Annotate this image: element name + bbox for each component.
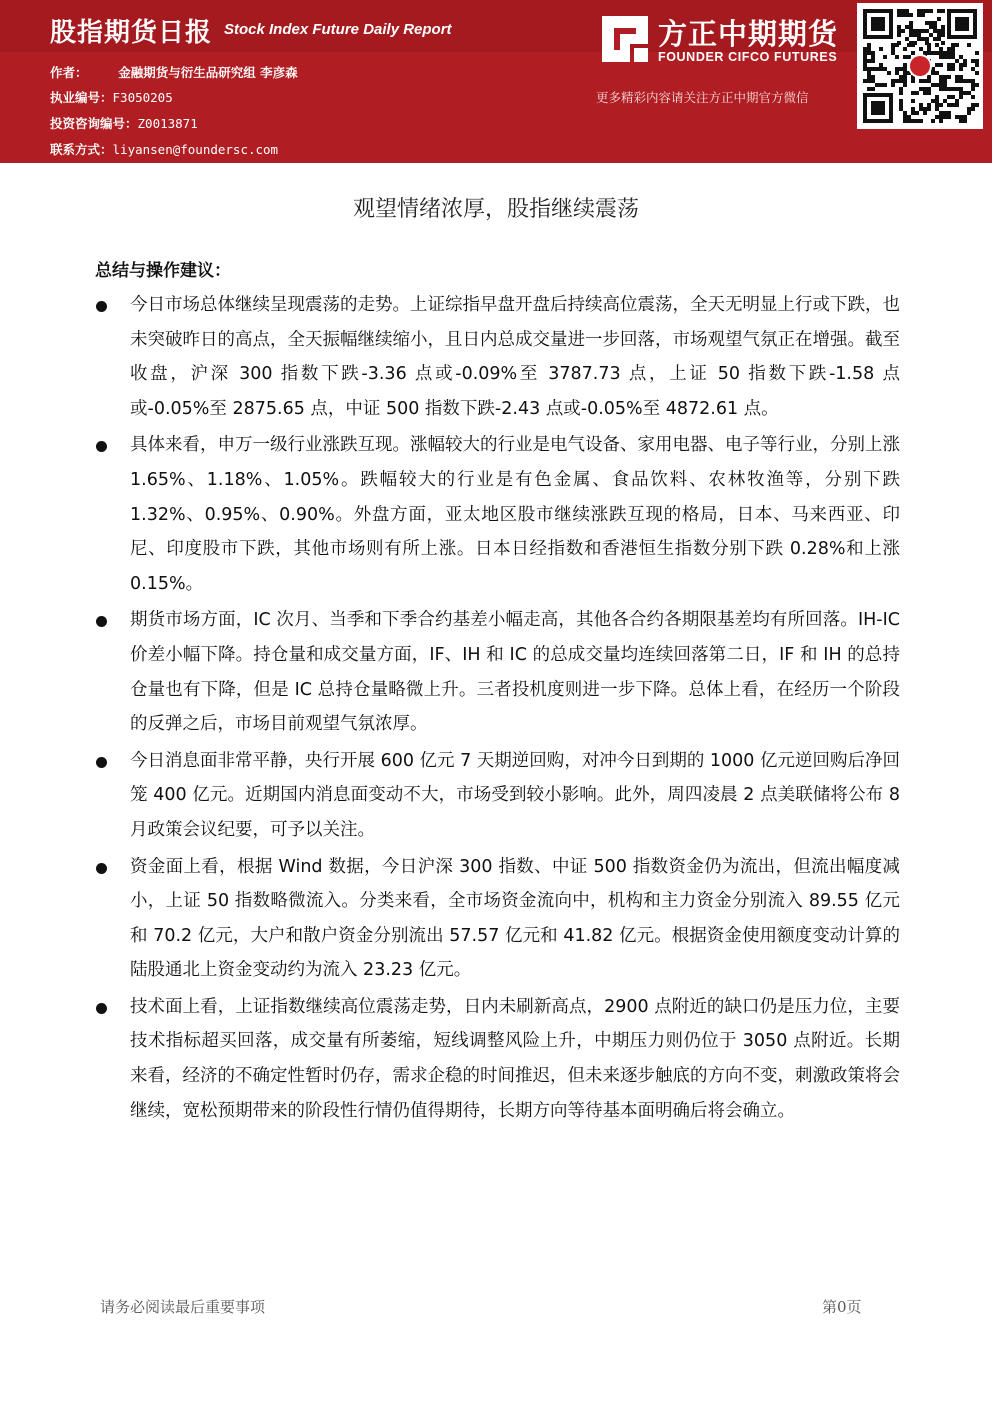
document-title: 观望情绪浓厚，股指继续震荡 xyxy=(352,197,639,222)
license-line xyxy=(50,88,173,106)
bullet-icon xyxy=(96,441,107,452)
list-item xyxy=(96,990,900,1128)
consult-label: 投资咨询编号： xyxy=(50,116,138,131)
bullet-icon xyxy=(96,301,107,312)
author-line xyxy=(50,63,298,81)
list-item xyxy=(96,744,900,848)
wechat-note: 更多精彩内容请关注方正中期官方微信 xyxy=(596,90,809,105)
logo-text-en: FOUNDER CIFCO FUTURES xyxy=(658,50,838,64)
bullet-text: 今日市场总体继续呈现震荡的走势。上证综指早盘开盘后持续高位震荡，全天无明显上行或下跌，也未突破昨日的高点，全天振幅继续缩小，且日内总成交量进一步回落，市场观望气氛正在增强。截至收盘，沪深 300 指数下跌-3.36 点或-0.09%至 3787.73 点，上证 50 指数下跌-1.58 点或-0.05%至 2875.65 点，中证 500 指数下跌-2.43 点或-0.05%至 4872.61 点。 xyxy=(130,295,900,419)
contact-line xyxy=(50,140,278,158)
qr-code-icon[interactable] xyxy=(857,3,983,129)
bullet-text: 技术面上看，上证指数继续高位震荡走势，日内未刷新高点，2900 点附近的缺口仍是压力位，主要技术指标超买回落，成交量有所萎缩，短线调整风险上升，中期压力则仍位于 3050 点附近。长期来看，经济的不确定性暂时仍存，需求企稳的时间推迟，但未来逐步触底的方向不变，刺激政策将会继续，宽松预期带来的阶段性行情仍值得期待，长期方向等待基本面明确后将会确立。 xyxy=(130,996,900,1121)
list-item xyxy=(96,850,900,988)
report-title-cn: 股指期货日报 xyxy=(50,18,213,48)
company-logo xyxy=(600,10,850,72)
section-heading: 总结与操作建议： xyxy=(95,261,231,281)
contact-value[interactable]: liyansen@foundersc.com xyxy=(112,142,279,157)
bullet-text: 今日消息面非常平静，央行开展 600 亿元 7 天期逆回购，对冲今日到期的 1000 亿元逆回购后净回笼 400 亿元。近期国内消息面变动不大，市场受到较小影响。此外，周四凌晨 2 点美联储将公布 8 月政策会议纪要，可予以关注。 xyxy=(130,750,900,840)
bullet-icon xyxy=(96,863,107,874)
author-value: 金融期货与衍生品研究组 李彦森 xyxy=(118,65,298,80)
bullet-text: 具体来看，申万一级行业涨跌互现。涨幅较大的行业是电气设备、家用电器、电子等行业，分别上涨 1.65%、1.18%、1.05%。跌幅较大的行业是有色金属、食品饮料、农林牧渔等，分别下跌 1.32%、0.95%、0.90%。外盘方面，亚太地区股市继续涨跌互现的格局，日本、马来西亚、印尼、印度股市下跌，其他市场则有所上涨。日本日经指数和香港恒生指数分别下跌 0.28%和上涨 0.15%。 xyxy=(130,435,900,594)
contact-label: 联系方式： xyxy=(50,142,113,157)
author-label: 作者： xyxy=(50,65,88,80)
report-header xyxy=(0,0,992,163)
qr-code-graphic xyxy=(857,3,983,129)
bullet-text: 期货市场方面，IC 次月、当季和下季合约基差小幅走高，其他各合约各期限基差均有所回落。IH-IC 价差小幅下降。持仓量和成交量方面，IF、IH 和 IC 的总成交量均连续回落第二日，IF 和 IH 的总持仓量也有下降，但是 IC 总持仓量略微上升。三者投机度则进一步下降。总体上看，在经历一个阶段的反弹之后，市场目前观望气氛浓厚。 xyxy=(130,610,900,735)
list-item xyxy=(96,428,900,601)
page-number: 第0页 xyxy=(822,1298,862,1316)
bullet-text: 资金面上看，根据 Wind 数据，今日沪深 300 指数、中证 500 指数资金仍为流出，但流出幅度减小，上证 50 指数略微流入。分类来看，全市场资金流向中，机构和主力资金分别流入 89.55 亿元和 70.2 亿元，大户和散户资金分别流出 57.57 亿元和 41.82 亿元。根据资金使用额度变动计算的陆股通北上资金变动约为流入 23.23 亿元。 xyxy=(130,856,900,981)
bullet-icon xyxy=(96,1003,107,1014)
bullet-icon xyxy=(96,757,107,768)
founder-logo-icon xyxy=(600,14,650,64)
list-item xyxy=(96,288,900,426)
consult-value: Z0013871 xyxy=(137,116,198,131)
footer-notice: 请务必阅读最后重要事项 xyxy=(100,1298,266,1316)
license-value: F3050205 xyxy=(112,90,173,105)
consult-line xyxy=(50,114,198,132)
list-item xyxy=(96,603,900,741)
report-title-en: Stock Index Future Daily Report xyxy=(224,21,452,38)
bullet-icon xyxy=(96,616,107,627)
summary-bullet-list xyxy=(96,288,900,1128)
logo-text-cn: 方正中期期货 xyxy=(658,17,839,51)
license-label: 执业编号： xyxy=(50,90,113,105)
